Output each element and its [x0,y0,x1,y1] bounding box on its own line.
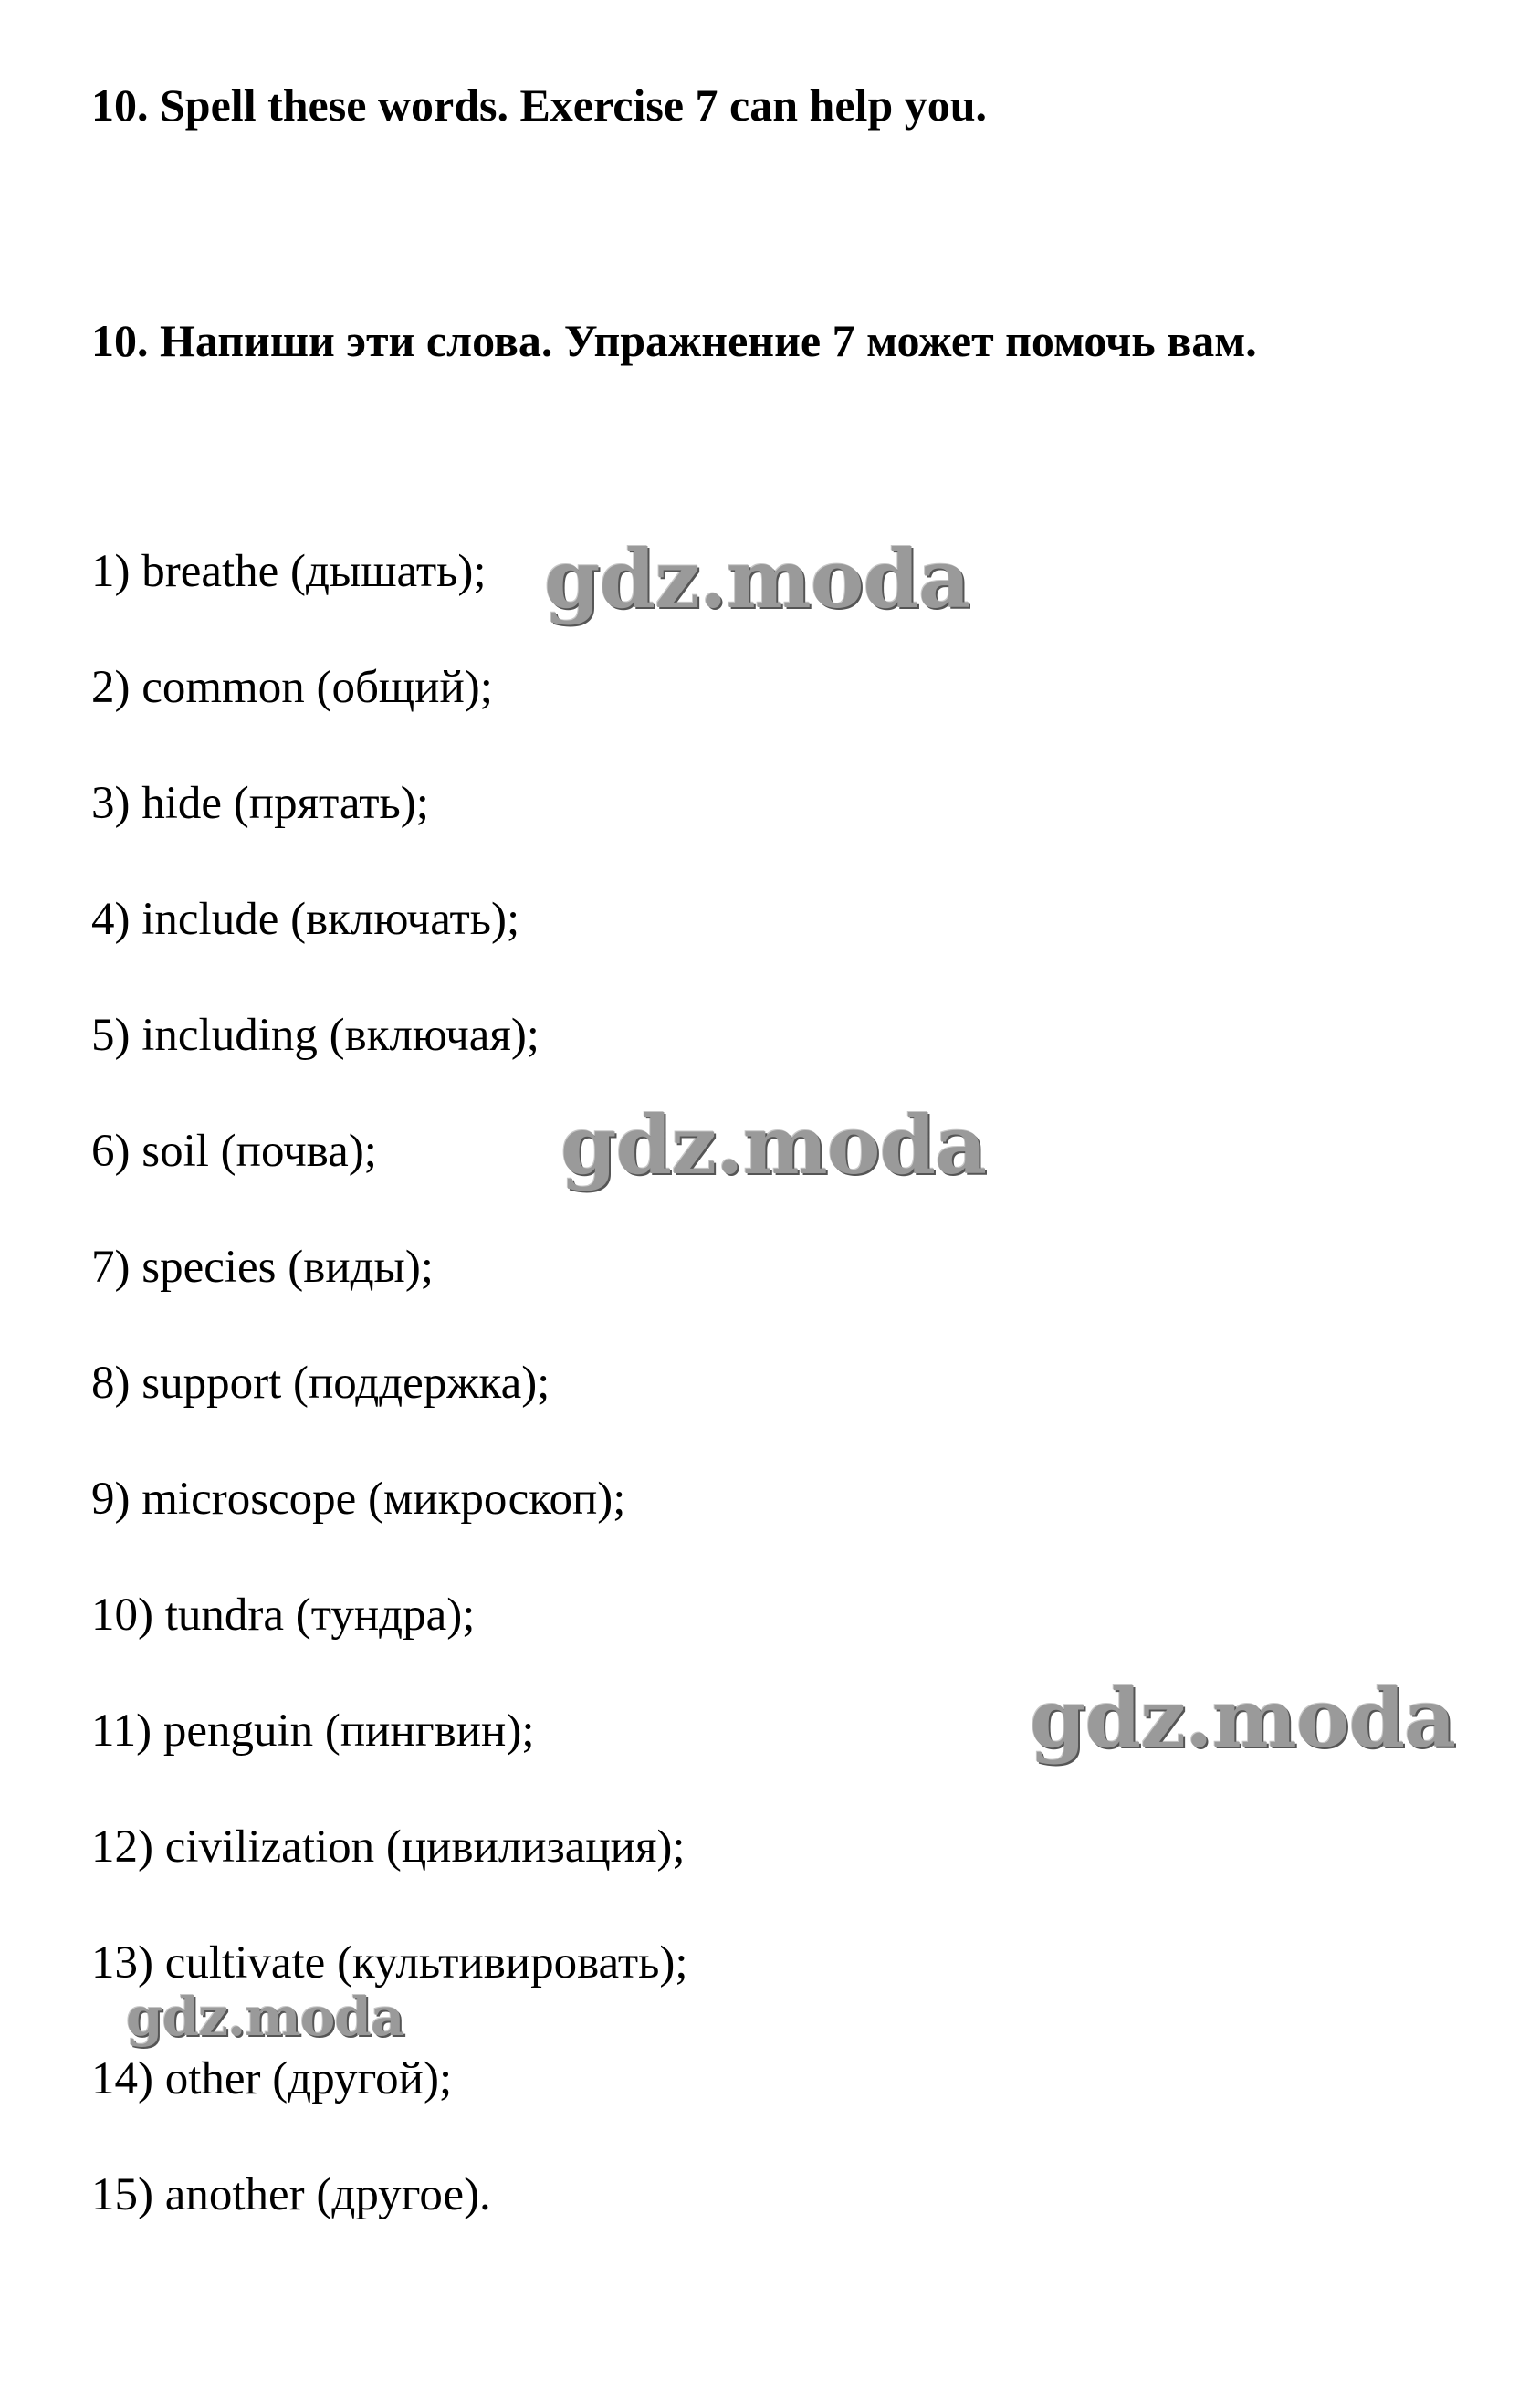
list-item: 12) civilization (цивилизация); [91,1821,686,1873]
watermark-logo: gdz.moda [560,1097,987,1192]
list-item: 14) other (другой); [91,2053,453,2104]
list-item: 9) microscope (микроскоп); [91,1474,626,1525]
list-item: 6) soil (почва); [91,1126,377,1177]
watermark-logo: gdz.moda [1030,1671,1456,1766]
exercise-heading-russian: 10. Напиши эти слова. Упражнение 7 может помочь вам. [91,315,1257,366]
list-item: 7) species (виды); [91,1242,434,1293]
list-item: 3) hide (прятать); [91,778,429,829]
watermark-logo: gdz.moda [126,1986,404,2048]
list-item: 13) cultivate (культивировать); [91,1937,688,1989]
exercise-heading-english: 10. Spell these words. Exercise 7 can help you. [91,79,988,131]
list-item: 11) penguin (пингвин); [91,1705,535,1757]
list-item: 4) include (включать); [91,894,520,945]
list-item: 8) support (поддержка); [91,1358,550,1409]
list-item: 10) tundra (тундра); [91,1590,476,1641]
list-item: 15) another (другое). [91,2169,491,2220]
list-item: 2) common (общий); [91,662,493,713]
list-item: 1) breathe (дышать); [91,546,487,597]
list-item: 5) including (включая); [91,1010,540,1061]
watermark-logo: gdz.moda [544,531,970,626]
